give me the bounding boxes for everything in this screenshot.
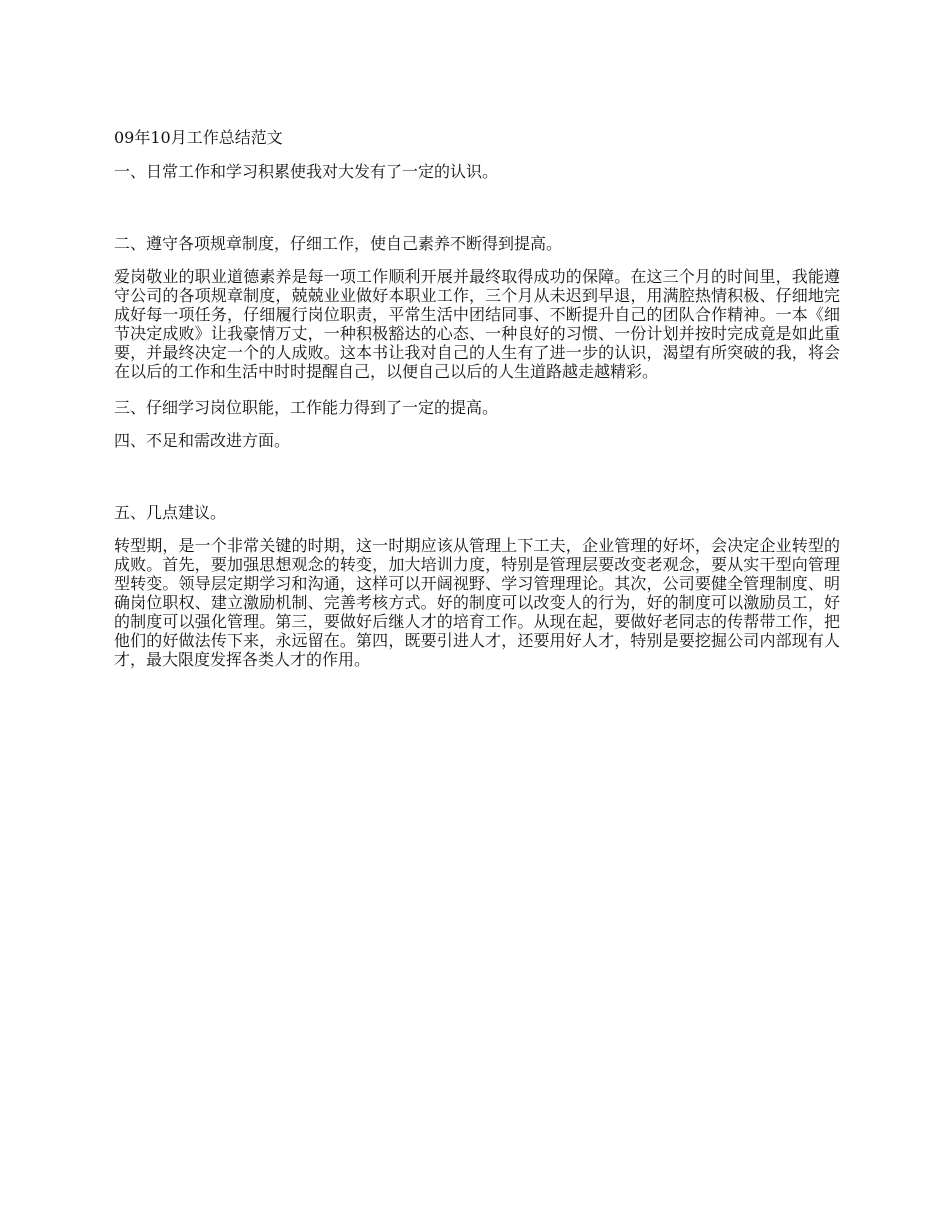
body-paragraph-2: 转型期，是一个非常关键的时期，这一时期应该从管理上下工夫，企业管理的好坏，会决定企业转型的成败。首先，要加强思想观念的转变，加大培训力度，特别是管理层要改变老观念，要从实干型向管理型转变。领导层定期学习和沟通，这样可以开阔视野、学习管理理论。其次，公司要健全管理制度、明确岗位职权、建立激励机制、完善考核方式。好的制度可以改变人的行为，好的制度可以激励员工，好的制度可以强化管理。第三，要做好后继人才的培育工作。从现在起，要做好老同志的传帮带工作，把他们的好做法传下来，永远留在。第四，既要引进人才，还要用好人才，特别是要挖掘公司内部现有人才，最大限度发挥各类人才的作用。 (114, 536, 840, 669)
document-title: 09年10月工作总结范文 (114, 128, 283, 147)
section-heading-1: 一、日常工作和学习积累使我对大发有了一定的认识。 (114, 162, 499, 181)
section-heading-2: 二、遵守各项规章制度，仔细工作，使自己素养不断得到提高。 (114, 234, 563, 253)
document-page (114, 128, 840, 669)
section-heading-4: 四、不足和需改进方面。 (114, 431, 291, 450)
section-heading-3: 三、仔细学习岗位职能，工作能力得到了一定的提高。 (114, 398, 499, 417)
body-paragraph-1: 爱岗敬业的职业道德素养是每一项工作顺利开展并最终取得成功的保障。在这三个月的时间里，我能遵守公司的各项规章制度，兢兢业业做好本职业工作，三个月从未迟到早退，用满腔热情积极、仔细地完成好每一项任务，仔细履行岗位职责，平常生活中团结同事、不断提升自己的团队合作精神。一本《细节决定成败》让我豪情万丈，一种积极豁达的心态、一种良好的习惯、一份计划并按时完成竟是如此重要，并最终决定一个的人成败。这本书让我对自己的人生有了进一步的认识，渴望有所突破的我，将会在以后的工作和生活中时时提醒自己，以便自己以后的人生道路越走越精彩。 (114, 267, 840, 381)
section-heading-5: 五、几点建议。 (114, 503, 227, 522)
